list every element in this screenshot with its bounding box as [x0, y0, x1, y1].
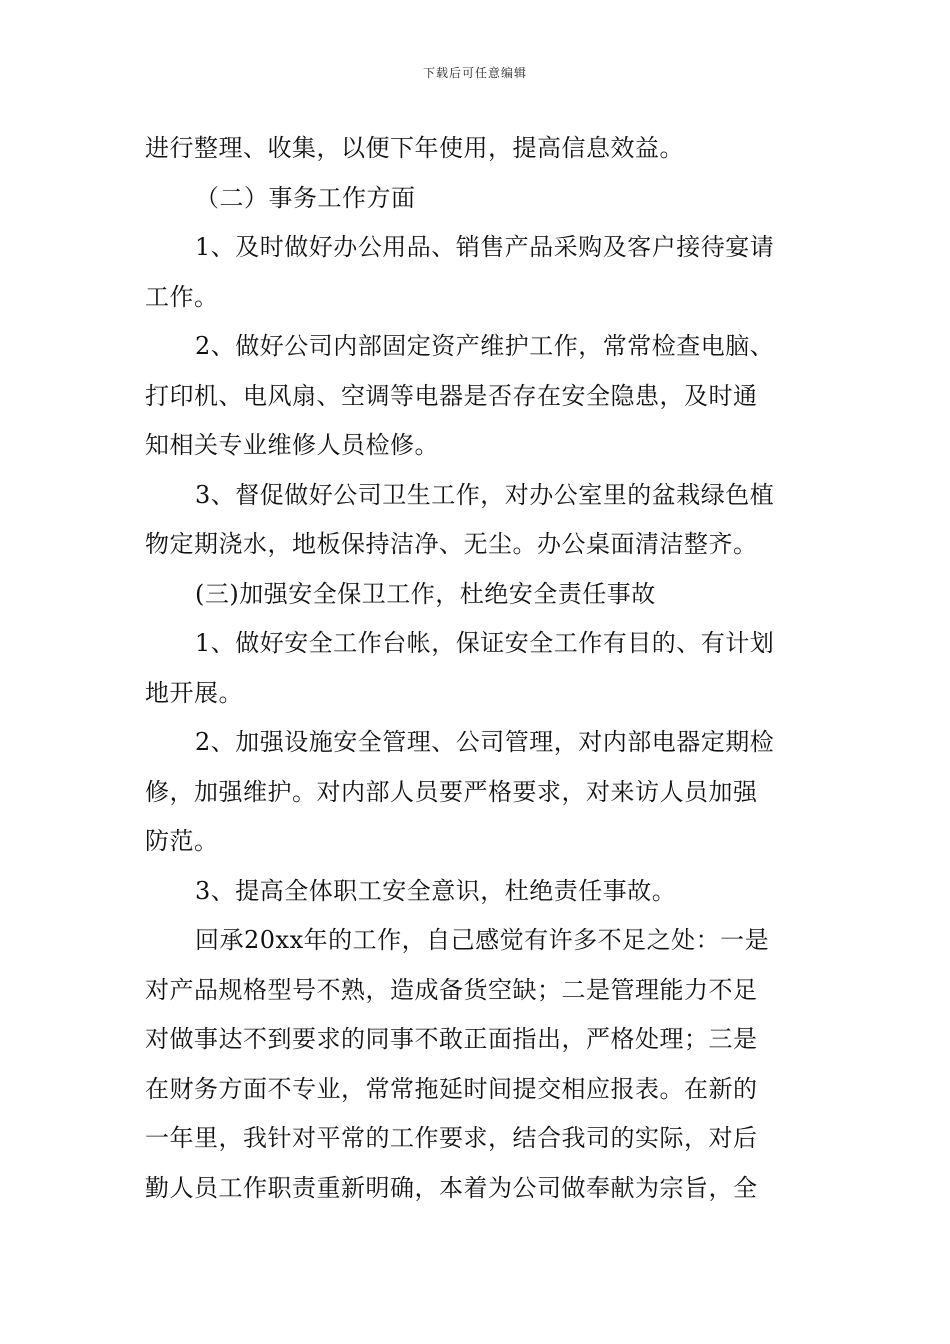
paragraph-line: 工作。 — [145, 282, 219, 311]
paragraph-line: 防范。 — [145, 827, 219, 855]
paragraph-line: 地开展。 — [145, 678, 243, 707]
document-body — [145, 124, 810, 1213]
paragraph-line: 3、督促做好公司卫生工作，对办公室里的盆栽绿色植 — [195, 480, 775, 509]
paragraph-line: 一年里，我针对平常的工作要求，结合我司的实际，对后 — [145, 1124, 758, 1152]
paragraph-line: 1、及时做好办公用品、销售产品采购及客户接待宴请 — [195, 233, 775, 261]
paragraph-line: 2、做好公司内部固定资产维护工作，常常检查电脑、 — [195, 332, 775, 360]
paragraph-line: 对做事达不到要求的同事不敢正面指出，严格处理；三是 — [145, 1025, 758, 1053]
paragraph-line: 3、提高全体职工安全意识，杜绝责任事故。 — [195, 876, 677, 905]
paragraph-line: 修，加强维护。对内部人员要严格要求，对来访人员加强 — [145, 777, 758, 806]
section-heading: (三)加强安全保卫工作，杜绝安全责任事故 — [195, 579, 656, 608]
paragraph-line: 打印机、电风扇、空调等电器是否存在安全隐患，及时通 — [145, 381, 758, 410]
paragraph-line: 对产品规格型号不熟，造成备货空缺；二是管理能力不足 — [145, 975, 758, 1004]
paragraph-line: 勤人员工作职责重新明确，本着为公司做奉献为宗旨，全 — [145, 1173, 758, 1202]
paragraph-line: 进行整理、收集，以便下年使用，提高信息效益。 — [145, 134, 684, 162]
paragraph-line: 1、做好安全工作台帐，保证安全工作有目的、有计划 — [195, 629, 775, 657]
page-header: 下载后可任意编辑 — [422, 66, 527, 80]
paragraph-line: 2、加强设施安全管理、公司管理，对内部电器定期检 — [195, 728, 775, 756]
section-heading: （二）事务工作方面 — [195, 183, 416, 212]
paragraph-line: 在财务方面不专业，常常拖延时间提交相应报表。在新的 — [145, 1074, 758, 1103]
paragraph-line: 物定期浇水，地板保持洁净、无尘。办公桌面清洁整齐。 — [145, 530, 758, 558]
paragraph-line: 知相关专业维修人员检修。 — [145, 431, 439, 459]
paragraph-line: 回承20xx年的工作，自己感觉有许多不足之处：一是 — [195, 926, 770, 954]
